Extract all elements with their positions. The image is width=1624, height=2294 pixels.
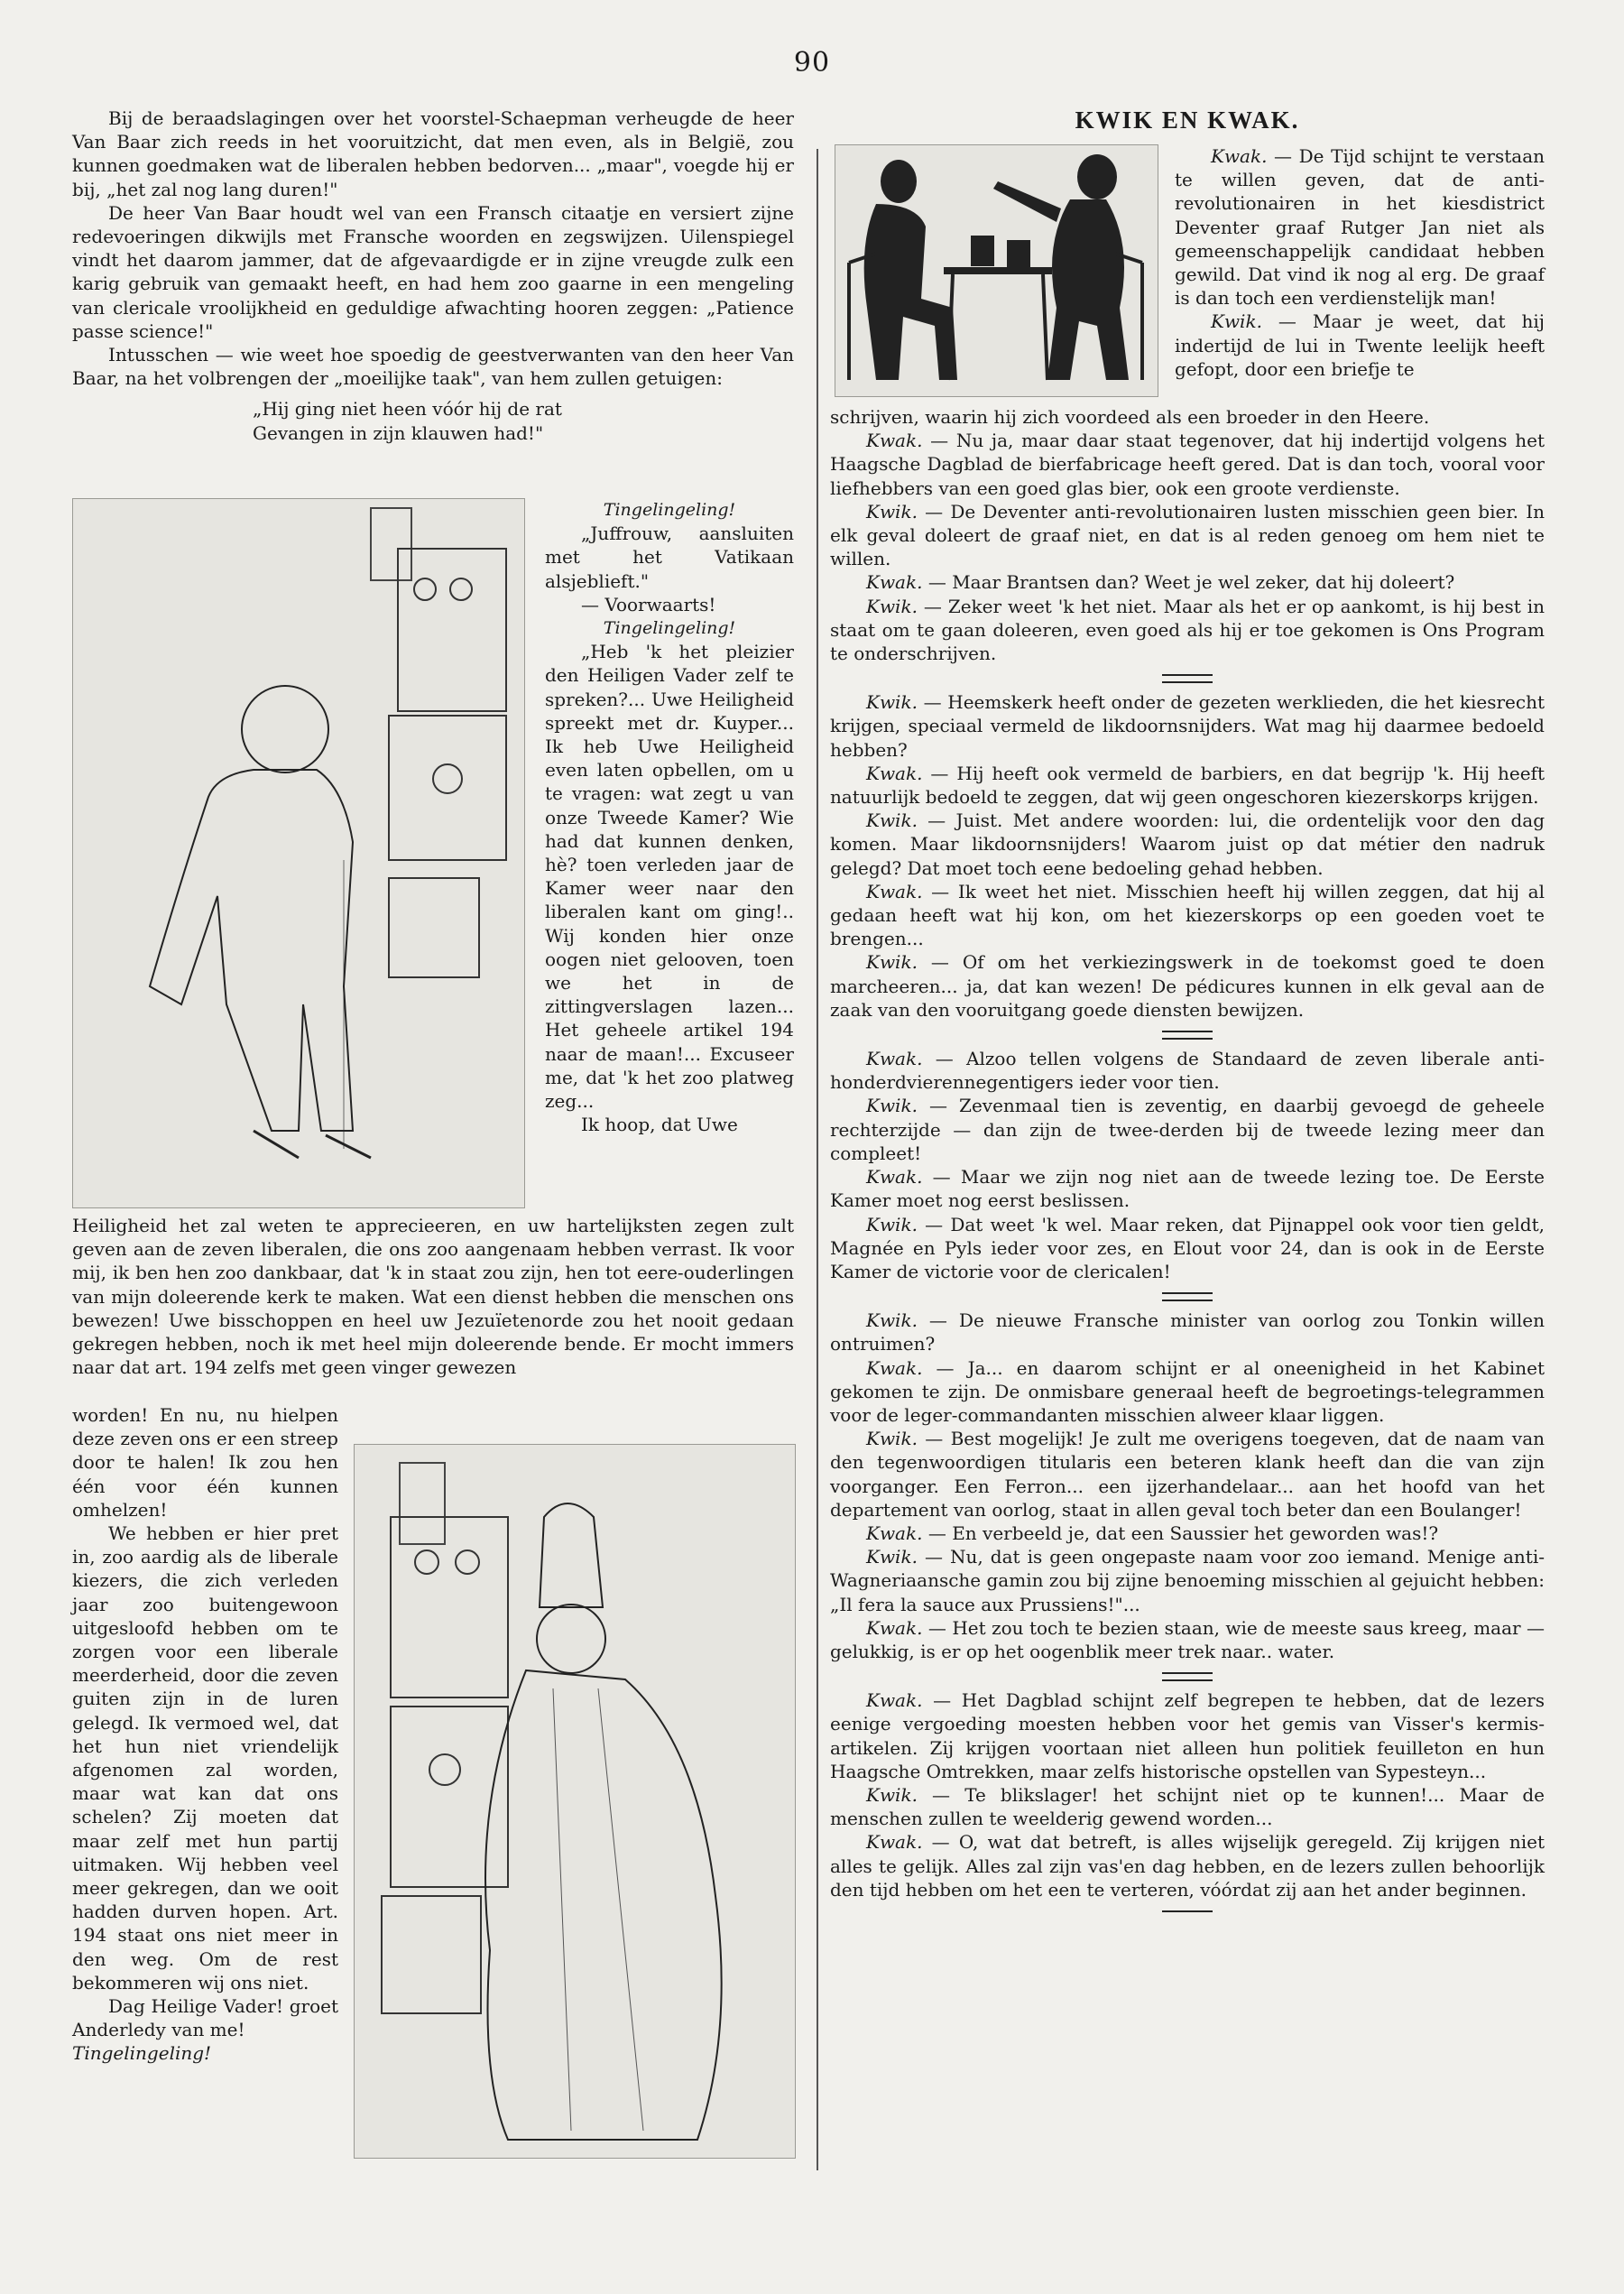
- line-text: Hij heeft ook vermeld de barbiers, en dat begrijp 'k. Hij heeft natuurlijk bedoeld te zeggen, dat wij geen ongeschoren kiezerskorps krijgen.: [830, 762, 1545, 809]
- dialogue-continuation: schrijven, waarin hij zich voordeed als een broeder in den Heere.: [830, 406, 1430, 428]
- dialogue-paragraph: worden! En nu, nu hielpen deze zeven ons er een streep door te halen! Ik zou hen één voor één kunnen omhelzen!: [72, 1404, 338, 1521]
- line-text: Best mogelijk! Je zult me overigens toegeven, dat de naam van den tegenwoordigen titularis een beteren klank heeft dan die van zijn voorganger. Een Ferron... een ijzerhandelaar... aan het hoofd van het departement van oorlog, staat in allen geval toch beter dan een Boulanger!: [830, 1428, 1546, 1521]
- ring-line: Tingelingeling!: [603, 618, 736, 639]
- speaker: Kwak.: [866, 1616, 923, 1639]
- line-text: Het Dagblad schijnt zelf begrepen te hebben, dat de lezers eenige vergoeding moesten hebben voor het gemis van Visser's kermis-artikelen. Zij krijgen voortaan niet alleen hun politiek feuilleton en hun Haagsche Omtrekken, maar zelfs historische opstellen van Sypesteyn...: [830, 1689, 1545, 1782]
- speaker: Kwik.: [866, 595, 918, 617]
- dialogue-line: Kwik. — Juist. Met andere woorden: lui, die ordentelijk voor den dag komen. Maar likdoornsnijders! Waarom juist op dat métier den nadruk gelegd? Dat moet toch eene bedoeling gehad hebben.: [830, 809, 1545, 879]
- dialogue-line: Kwak. — Nu ja, maar daar staat tegenover, dat hij indertijd volgens het Haagsche Dagblad de bierfabricage heeft gered. Dat is dan toch, vooral voor liefhebbers van een goed glas bier, ook een groote verdienste.: [830, 430, 1545, 499]
- dialogue-paragraph: — Voorwaarts!: [581, 593, 716, 615]
- line-text: Alzoo tellen volgens de Standaard de zeven liberale anti-honderdvierennegentigers ieder voor tien.: [830, 1048, 1545, 1094]
- dialogue-line: Kwik. — Heemskerk heeft onder de gezeten werklieden, die het kiesrecht krijgen, speciaal vermeld de likdoornsnijders. Wat mag hij daarmee bedoeld hebben?: [830, 691, 1546, 761]
- dialogue-section: [830, 690, 1545, 1022]
- speaker: Kwik.: [866, 1095, 918, 1117]
- line-text: En verbeeld je, dat een Saussier het geworden was!?: [952, 1522, 1439, 1544]
- line-text: Nu ja, maar daar staat tegenover, dat hij indertijd volgens het Haagsche Dagblad de bierfabricage heeft gered. Dat is dan toch, vooral voor liefhebbers van een goed glas bier, ook een groote verdienste.: [830, 430, 1545, 499]
- dialogue-paragraph: „Juffrouw, aansluiten met het Vatikaan alsjeblieft.": [545, 523, 794, 592]
- line-text: Zevenmaal tien is zeventig, en daarbij gevoegd de geheele rechterzijde — dan zijn de twee-derden bij de tweede lezing meer dan compleet!: [830, 1095, 1546, 1164]
- page-number: 90: [793, 47, 831, 79]
- dialogue-line: Kwik. — De nieuwe Fransche minister van oorlog zou Tonkin willen ontruimen?: [830, 1309, 1545, 1355]
- section-separator: [1162, 1292, 1213, 1301]
- line-text: Het zou toch te bezien staan, wie de meeste saus kreeg, maar — gelukkig, is er op het oogenblik meer trek naar.. water.: [830, 1616, 1545, 1662]
- section-separator: [1162, 1672, 1213, 1681]
- left-column: [72, 106, 794, 445]
- speaker: Kwak.: [1211, 145, 1268, 167]
- ring-line: Tingelingeling!: [603, 500, 736, 520]
- speaker: Kwak.: [866, 880, 923, 902]
- line-text: Maar je weet, dat hij indertijd de lui in Twente leelijk heeft gefopt, door een briefje te: [1175, 310, 1545, 380]
- dialogue-line: Kwak. — Het zou toch te bezien staan, wie de meeste saus kreeg, maar — gelukkig, is er op het oogenblik meer trek naar.. water.: [830, 1616, 1545, 1662]
- kwik-kwak-intro: [1175, 144, 1545, 381]
- line-text: Maar Brantsen dan? Weet je wel zeker, dat hij doleert?: [952, 571, 1455, 594]
- dialogue-line: Kwik. — Maar je weet, dat hij indertijd de lui in Twente leelijk heeft gefopt, door een briefje te: [1175, 310, 1545, 380]
- dialogue-section: [830, 1047, 1545, 1283]
- ring-line: Tingelingeling!: [72, 2042, 212, 2065]
- speaker: Kwik.: [866, 1213, 918, 1235]
- intro-paragraph: De heer Van Baar houdt wel van een Fransch citaatje en versiert zijne redevoeringen dikwijls met Fransche woorden en zegswijzen. Uilenspiegel vindt het daarom jammer, dat de afgevaardigde er in zijne vreugde zulk een karig gebruik van gemaakt heeft, en had hem zoo gaarne in een mengeling van clericale vroolijkheid en geduldige afwachting hooren zeggen: „Patience passe science!": [72, 201, 794, 342]
- dialogue-continuation: [72, 1214, 794, 1379]
- speaker: Kwik.: [866, 1783, 918, 1806]
- dialogue-line: Kwik. — Nu, dat is geen ongepaste naam voor zoo iemand. Menige anti-Wagneriaansche gamin zou bij zijne benoeming misschien al gejuicht hebben: „Il fera la sauce aux Prussiens!"...: [830, 1546, 1545, 1615]
- dialogue-line: Kwak. — Het Dagblad schijnt zelf begrepen te hebben, dat de lezers eenige vergoeding moesten hebben voor het gemis van Visser's kermis-artikelen. Zij krijgen voortaan niet alleen hun politiek feuilleton en hun Haagsche Omtrekken, maar zelfs historische opstellen van Sypesteyn...: [830, 1689, 1545, 1782]
- verse-quote: [72, 397, 794, 444]
- dialogue-line: Kwak. — En verbeeld je, dat een Saussier het geworden was!?: [866, 1522, 1439, 1544]
- dialogue-line: Kwak. — Ik weet het niet. Misschien heeft hij willen zeggen, dat hij al gedaan heeft wat hij kon, om het kiezerskorps op een goeden voet te brengen...: [830, 880, 1545, 950]
- column-divider: [817, 149, 818, 2170]
- line-text: O, wat dat betreft, is alles wijselijk geregeld. Zij krijgen niet alles te gelijk. Alles zal zijn vas'en dag hebben, en de lezers zullen behoorlijk den tijd hebben om het een te verteren, vóórdat zij aan het ander beginnen.: [830, 1831, 1545, 1901]
- illustration-pope-at-telephone: [354, 1444, 796, 2159]
- line-text: Maar we zijn nog niet aan de tweede lezing toe. De Eerste Kamer moet nog eerst beslissen.: [830, 1166, 1545, 1212]
- speaker: Kwak.: [866, 1048, 923, 1070]
- line-text: Juist. Met andere woorden: lui, die ordentelijk voor den dag komen. Maar likdoornsnijders! Waarom juist op dat métier den nadruk gelegd? Dat moet toch eene bedoeling gehad hebben.: [830, 809, 1545, 879]
- speaker: Kwak.: [866, 571, 923, 594]
- dialogue-section: [830, 1309, 1545, 1663]
- dialogue-paragraph: Ik hoop, dat Uwe: [581, 1114, 738, 1136]
- line-text: Dat weet 'k wel. Maar reken, dat Pijnappel ook voor tien geldt, Magnée en Pyls ieder voor zes, en Elout voor 24, dan is ook in de Eerste Kamer de victorie voor de clericalen!: [830, 1213, 1546, 1282]
- speaker: Kwik.: [866, 691, 918, 714]
- intro-text: [72, 106, 794, 390]
- dialogue-line: Kwik. — Dat weet 'k wel. Maar reken, dat Pijnappel ook voor tien geldt, Magnée en Pyls ieder voor zes, en Elout voor 24, dan is ook in de Eerste Kamer de victorie voor de clericalen!: [830, 1213, 1546, 1282]
- speaker: Kwak.: [866, 1356, 923, 1379]
- speaker: Kwik.: [866, 1428, 918, 1450]
- dialogue-line: Kwak. — Alzoo tellen volgens de Standaard de zeven liberale anti-honderdvierennegentigers ieder voor tien.: [830, 1048, 1545, 1094]
- phone-dialogue: [545, 498, 794, 1136]
- dialogue-line: Kwik. — Te blikslager! het schijnt niet op te kunnen!... Maar de menschen zullen te weelderig gewend worden...: [830, 1783, 1545, 1830]
- line-text: Te blikslager! het schijnt niet op te kunnen!... Maar de menschen zullen te weelderig gewend worden...: [830, 1783, 1545, 1830]
- end-separator: [1162, 1910, 1213, 1912]
- line-text: De Deventer anti-revolutionairen lusten misschien geen bier. In elk geval doleert de graaf niet, en dat is al reden genoeg om hem niet te willen.: [830, 500, 1546, 570]
- dialogue-line: Kwak. — Maar we zijn nog niet aan de tweede lezing toe. De Eerste Kamer moet nog eerst beslissen.: [830, 1166, 1545, 1212]
- dialogue-line: Kwak. — Hij heeft ook vermeld de barbiers, en dat begrijp 'k. Hij heeft natuurlijk bedoeld te zeggen, dat wij geen ongeschoren kiezerskorps krijgen.: [830, 762, 1545, 809]
- line-text: Ja... en daarom schijnt er al oneenigheid in het Kabinet gekomen te zijn. De onmisbare generaal heeft de begroetings-telegrammen voor de leger-commandanten misschien alweer klaar liggen.: [830, 1356, 1545, 1426]
- intro-paragraph: Bij de beraadslagingen over het voorstel-Schaepman verheugde de heer Van Baar zich reeds in het vooruitzicht, dat men even, als in België, zou kunnen goedmaken wat de liberalen hebben bedorven... „maar", voegde hij er bij, „het zal nog lang duren!": [72, 107, 794, 200]
- dialogue-line: Kwak. — Maar Brantsen dan? Weet je wel zeker, dat hij doleert?: [866, 571, 1455, 594]
- dialogue-line: Kwik. — Zeker weet 'k het niet. Maar als het er op aankomt, is hij best in staat om te gaan doleeren, even goed als hij er toe gekomen is Ons Program te onderschrijven.: [830, 595, 1546, 665]
- speaker: Kwak.: [866, 430, 923, 452]
- section-separator: [1162, 674, 1213, 683]
- line-text: Zeker weet 'k het niet. Maar als het er op aankomt, is hij best in staat om te gaan doleeren, even goed als hij er toe gekomen is Ons Program te onderschrijven.: [830, 595, 1546, 665]
- section-separator: [1162, 1031, 1213, 1040]
- verse-line: „Hij ging niet heen vóór hij de rat: [253, 398, 562, 421]
- line-text: Nu, dat is geen ongepaste naam voor zoo iemand. Menige anti-Wagneriaansche gamin zou bij zijne benoeming misschien al gejuicht hebben: „Il fera la sauce aux Prussiens!"...: [830, 1546, 1545, 1615]
- line-text: De nieuwe Fransche minister van oorlog zou Tonkin willen ontruimen?: [830, 1309, 1545, 1355]
- dialogue-line: Kwak. — O, wat dat betreft, is alles wijselijk geregeld. Zij krijgen niet alles te gelijk. Alles zal zijn vas'en dag hebben, en de lezers zullen behoorlijk den tijd hebben om het een te verteren, vóórdat zij aan het ander beginnen.: [830, 1831, 1545, 1901]
- speaker: Kwak.: [866, 1831, 923, 1854]
- line-text: Ik weet het niet. Misschien heeft hij willen zeggen, dat hij al gedaan heeft wat hij kon, om het kiezerskorps op een goeden voet te brengen...: [830, 880, 1545, 950]
- dialogue-paragraph: We hebben er hier pret in, zoo aardig als de liberale kiezers, die zich verleden jaar zoo buitengewoon uitgesloofd hebben om te zorgen voor een liberale meerderheid, door die zeven guiten zijn in de luren gelegd. Ik vermoed wel, dat het hun niet vriendelijk afgenomen zal worden, maar wat kan dat ons schelen? Zij moeten dat maar zelf met hun partij uitmaken. Wij hebben veel meer gekregen, dan we ooit hadden durven hopen. Art. 194 staat ons niet meer in den weg. Om de rest bekommeren wij ons niet.: [72, 1522, 338, 1993]
- speaker: Kwik.: [866, 500, 918, 523]
- kwik-kwak-dialogues: [830, 405, 1545, 1919]
- line-text: Of om het verkiezingswerk in de toekomst goed te doen marcheeren... ja, dat kan wezen! De pédicures kunnen in elk geval aan de zaak van den vooruitgang goede diensten bewijzen.: [830, 951, 1546, 1021]
- speaker: Kwik.: [866, 1309, 918, 1332]
- dialogue-ending: [72, 1403, 338, 2066]
- dialogue-section: [830, 1688, 1545, 1901]
- speaker: Kwak.: [866, 1689, 923, 1712]
- speaker: Kwik.: [866, 1546, 918, 1568]
- speaker: Kwik.: [866, 951, 918, 974]
- dialogue-line: Kwik. — Best mogelijk! Je zult me overigens toegeven, dat de naam van den tegenwoordigen titularis een beteren klank heeft dan die van zijn voorganger. Een Ferron... een ijzerhandelaar... aan het hoofd van het departement van oorlog, staat in allen geval toch beter dan een Boulanger!: [830, 1428, 1546, 1521]
- right-column: [830, 106, 1545, 138]
- dialogue-section: [830, 429, 1545, 665]
- speaker: Kwak.: [866, 1522, 923, 1544]
- dialogue-line: Kwik. — Zevenmaal tien is zeventig, en daarbij gevoegd de geheele rechterzijde — dan zijn de twee-derden bij de tweede lezing meer dan compleet!: [830, 1095, 1546, 1164]
- dialogue-paragraph: Dag Heilige Vader! groet Anderledy van me!: [72, 1995, 338, 2041]
- line-text: Heemskerk heeft onder de gezeten werklieden, die het kiesrecht krijgen, speciaal vermeld de likdoornsnijders. Wat mag hij daarmee bedoeld hebben?: [830, 691, 1546, 761]
- dialogue-paragraph: „Heb 'k het pleizier den Heiligen Vader zelf te spreken?... Uwe Heiligheid spreekt met dr. Kuyper... Ik heb Uwe Heiligheid even laten opbellen, om u te vragen: wat zegt u van onze Tweede Kamer? Wie had dat kunnen denken, hè? toen verleden jaar de Kamer weer naar den liberalen kant om ging!.. Wij konden hier onze oogen niet gelooven, toen we het in de zittingverslagen lazen... Het geheele artikel 194 naar de maan!... Excuseer me, dat 'k het zoo platweg zeg...: [545, 641, 794, 1113]
- verse-line: Gevangen in zijn klauwen had!": [253, 421, 544, 444]
- section-title: KWIK EN KWAK.: [1075, 106, 1300, 134]
- speaker: Kwak.: [866, 762, 923, 784]
- intro-paragraph: Intusschen — wie weet hoe spoedig de geestverwanten van den heer Van Baar, na het volbrengen der „moeilijke taak", van hem zullen getuigen:: [72, 344, 794, 390]
- dialogue-line: Kwak. — Ja... en daarom schijnt er al oneenigheid in het Kabinet gekomen te zijn. De onmisbare generaal heeft de begroetings-telegrammen voor de leger-commandanten misschien alweer klaar liggen.: [830, 1356, 1545, 1426]
- dialogue-line: Kwik. — Of om het verkiezingswerk in de toekomst goed te doen marcheeren... ja, dat kan wezen! De pédicures kunnen in elk geval aan de zaak van den vooruitgang goede diensten bewijzen.: [830, 951, 1546, 1021]
- dialogue-paragraph: Heiligheid het zal weten te apprecieeren, en uw hartelijksten zegen zult geven aan de zeven liberalen, die ons zoo aangenaam hebben verrast. Ik voor mij, ik ben hen zoo dankbaar, dat 'k in staat zou zijn, hen tot eere-ouderlingen van mijn doleerende kerk te maken. Wat een dienst hebben die menschen ons bewezen! Uwe bisschoppen en heel uw Jezuïetenorde zou het nooit gedaan gekregen hebben, noch ik met heel mijn doleerende bende. Er mocht immers naar dat art. 194 zelfs met geen vinger gewezen: [72, 1215, 794, 1379]
- speaker: Kwik.: [866, 809, 918, 832]
- line-text: De Tijd schijnt te verstaan te willen geven, dat de anti-revolutionairen in het kiesdistrict Deventer graaf Rutger Jan niet als gemeenschappelijk candidaat hebben gewild. Dat vind ik nog al erg. De graaf is dan toch een verdienstelijk man!: [1175, 145, 1545, 310]
- speaker: Kwik.: [1211, 310, 1262, 333]
- dialogue-line: Kwik. — De Deventer anti-revolutionairen lusten misschien geen bier. In elk geval doleert de graaf niet, en dat is al reden genoeg om hem niet te willen.: [830, 500, 1546, 570]
- dialogue-line: Kwak. — De Tijd schijnt te verstaan te willen geven, dat de anti-revolutionairen in het kiesdistrict Deventer graaf Rutger Jan niet als gemeenschappelijk candidaat hebben gewild. Dat vind ik nog al erg. De graaf is dan toch een verdienstelijk man!: [1175, 145, 1545, 310]
- illustration-man-at-telephone: [72, 498, 525, 1208]
- illustration-kwik-kwak-silhouettes: [835, 144, 1158, 397]
- speaker: Kwak.: [866, 1166, 923, 1189]
